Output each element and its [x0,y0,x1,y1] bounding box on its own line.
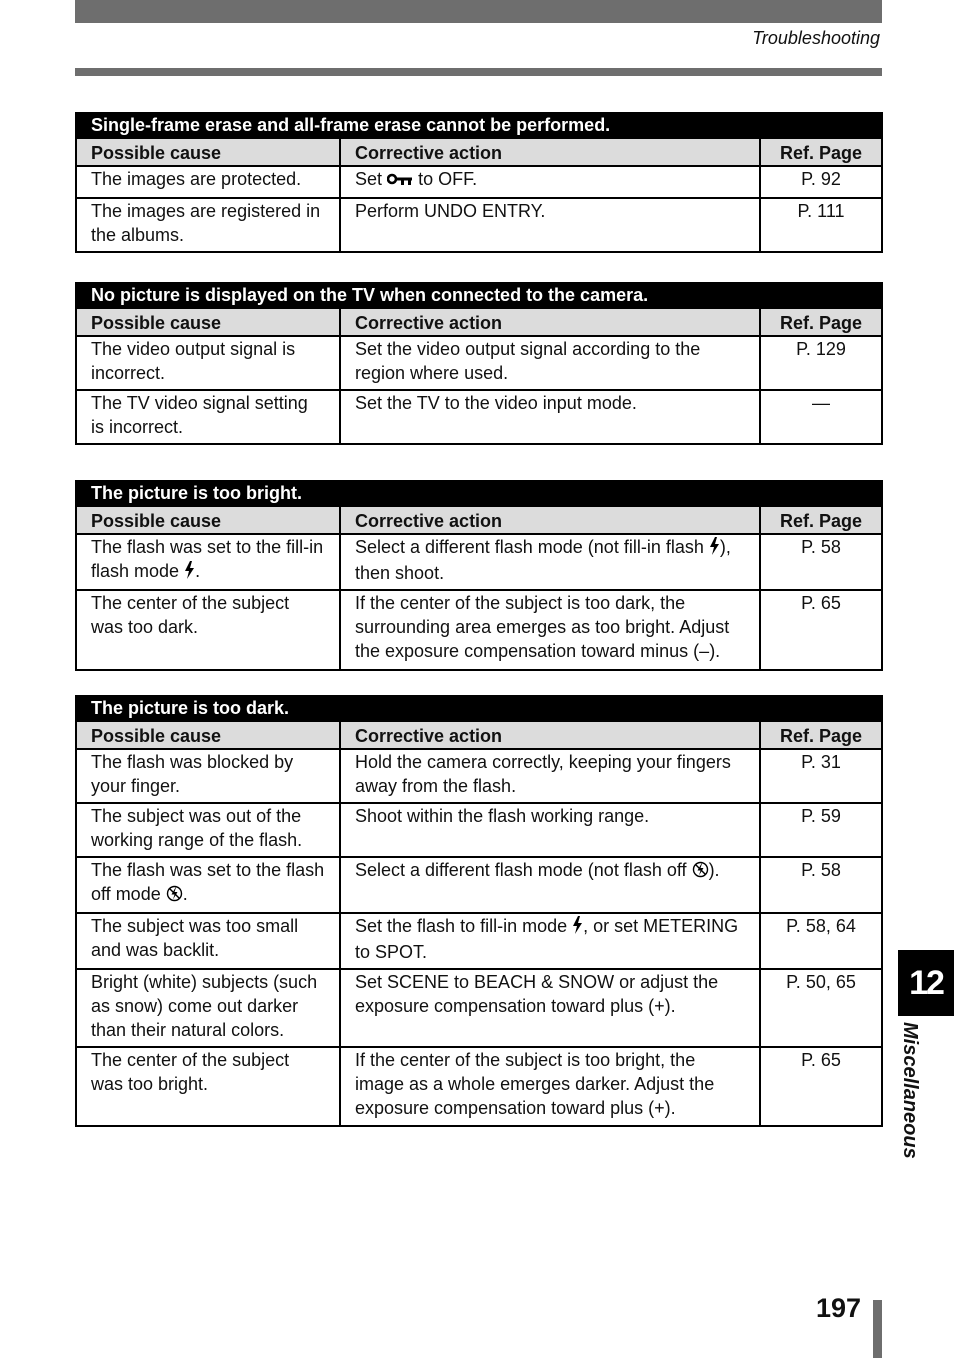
cause-cell: The video output signal is incorrect. [76,336,340,390]
action-cell [340,534,760,590]
column-header-cause: Possible cause [76,138,340,166]
ref-page-cell: P. 58 [760,857,882,913]
table-title: Single-frame erase and all-frame erase cannot be performed. [76,113,882,138]
action-cell: Hold the camera correctly, keeping your fingers away from the flash. [340,749,760,803]
flash-icon [184,561,195,585]
cause-text: . [182,884,188,904]
action-cell [340,857,760,913]
action-cell: Set the video output signal according to the region where used. [340,336,760,390]
flash-off-icon [166,884,183,908]
column-header-cause: Possible cause [76,721,340,749]
action-cell [340,913,760,969]
table-row [76,803,882,857]
table-title: The picture is too dark. [76,696,882,721]
table-row [76,1047,882,1126]
ref-page-cell: P. 65 [760,1047,882,1126]
ref-page-cell: P. 58 [760,534,882,590]
column-header-ref: Ref. Page [760,721,882,749]
header-top-bar [75,0,882,23]
ref-page-cell: P. 111 [760,198,882,252]
cause-cell: The images are protected. [76,166,340,198]
table-row [76,336,882,390]
column-header-ref: Ref. Page [760,506,882,534]
ref-page-cell: P. 129 [760,336,882,390]
section-title: Troubleshooting [752,28,880,48]
action-text: ), then shoot. [355,537,731,583]
action-cell: If the center of the subject is too dark, the surrounding area emerges as too bright. Adjust the exposure compensation toward minus (–). [340,590,760,670]
troubleshooting-table-too-bright [75,480,883,671]
column-header-action: Corrective action [340,721,760,749]
table-row [76,166,882,198]
table-row [76,913,882,969]
column-header-action: Corrective action [340,138,760,166]
action-text: Set [355,169,383,189]
cause-cell: The center of the subject was too bright. [76,1047,340,1126]
column-header-ref: Ref. Page [760,308,882,336]
troubleshooting-table-tv [75,282,883,445]
action-text: Set the flash to fill-in mode [355,916,568,936]
cause-cell [76,857,340,913]
column-header-ref: Ref. Page [760,138,882,166]
action-text: Select a different flash mode (not flash off [355,860,687,880]
cause-text: . [195,561,201,581]
action-text: , or set METERING to SPOT. [355,916,739,962]
column-header-action: Corrective action [340,308,760,336]
table-title: No picture is displayed on the TV when connected to the camera. [76,283,882,308]
action-cell: Perform UNDO ENTRY. [340,198,760,252]
page-number-bar [873,1300,882,1358]
column-header-action: Corrective action [340,506,760,534]
ref-page-cell: P. 31 [760,749,882,803]
page-number: 197 [816,1293,862,1323]
cause-cell: The images are registered in the albums. [76,198,340,252]
protect-key-icon [387,169,413,193]
cause-cell: The subject was out of the working range of the flash. [76,803,340,857]
ref-page-cell: P. 58, 64 [760,913,882,969]
flash-icon [572,916,583,940]
cause-cell [76,534,340,590]
table-row [76,969,882,1047]
flash-off-icon [692,860,709,884]
ref-page-cell: P. 59 [760,803,882,857]
action-text: Select a different flash mode (not fill-in flash [355,537,704,557]
cause-cell: The subject was too small and was backlit. [76,913,340,969]
troubleshooting-table-too-dark [75,695,883,1127]
action-cell [340,166,760,198]
ref-page-cell: P. 65 [760,590,882,670]
chapter-label-text: Miscellaneous [899,1022,921,1159]
chapter-tab: 12 [898,950,954,1016]
cause-cell: Bright (white) subjects (such as snow) come out darker than their natural colors. [76,969,340,1047]
table-row [76,390,882,444]
table-row [76,534,882,590]
header-rule [75,68,882,76]
table-title: The picture is too bright. [76,481,882,506]
chapter-label [893,1020,921,1170]
action-cell: Set SCENE to BEACH & SNOW or adjust the exposure compensation toward plus (+). [340,969,760,1047]
flash-icon [709,537,720,561]
action-text: ). [708,860,720,880]
column-header-cause: Possible cause [76,308,340,336]
column-header-cause: Possible cause [76,506,340,534]
cause-cell: The flash was blocked by your finger. [76,749,340,803]
cause-text: The flash was set to the fill-in flash mode [91,537,324,581]
action-cell: If the center of the subject is too bright, the image as a whole emerges darker. Adjust the exposure compensation toward plus (+). [340,1047,760,1126]
action-text: to OFF. [418,169,478,189]
cause-cell: The TV video signal setting is incorrect. [76,390,340,444]
table-row [76,749,882,803]
ref-page-cell: P. 92 [760,166,882,198]
action-cell: Shoot within the flash working range. [340,803,760,857]
ref-page-cell: P. 50, 65 [760,969,882,1047]
cause-text: The flash was set to the flash off mode [91,860,325,904]
cause-cell: The center of the subject was too dark. [76,590,340,670]
table-row [76,590,882,670]
table-row [76,857,882,913]
ref-page-cell: — [760,390,882,444]
action-cell: Set the TV to the video input mode. [340,390,760,444]
table-row [76,198,882,252]
troubleshooting-table-erase [75,112,883,253]
